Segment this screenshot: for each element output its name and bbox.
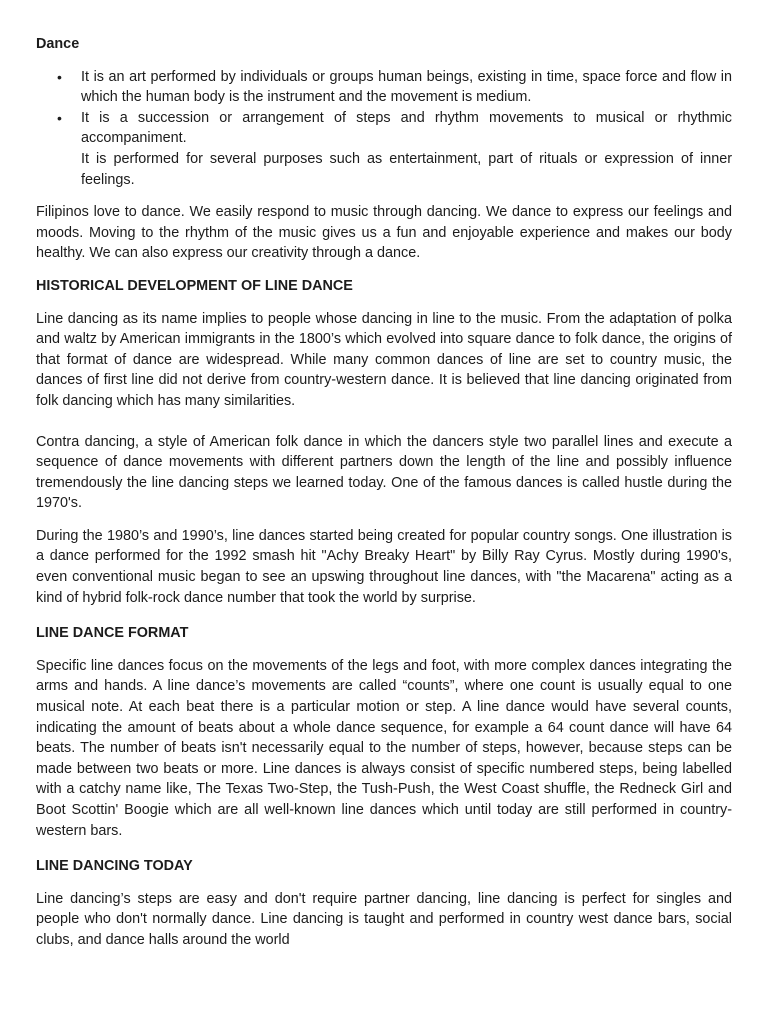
definition-list — [36, 67, 732, 191]
section-heading-history: HISTORICAL DEVELOPMENT OF LINE DANCE — [36, 277, 353, 294]
bullet-icon: • — [57, 109, 62, 126]
section-heading-format: LINE DANCE FORMAT — [36, 625, 189, 642]
definition-text: It is an art performed by individuals or groups human beings, existing in time, space force and flow in which the human body is the instrument and the movement is medium. — [81, 68, 732, 106]
definition-item — [36, 67, 732, 108]
history-paragraph: Line dancing as its name implies to people whose dancing in line to the music. From the adaptation of polka and waltz by American immigrants in the 1800’s which evolved into square dance to folk dance, the origins of that format of dance are widespread. While many common dances of line are set to country music, the dances of first line did not derive from country-western dance. It is believed that line dancing originated from folk dancing which has many similarities. — [36, 310, 732, 409]
history-paragraph: Contra dancing, a style of American folk dance in which the dancers style two parallel lines and execute a sequence of dance movements with different partners down the length of the line and possibly influence tremendously the line dancing steps we learned today. One of the famous dances is called hustle during the 1970's. — [36, 433, 732, 512]
bullet-icon: • — [57, 68, 62, 85]
definition-extra-text: It is performed for several purposes such as entertainment, part of rituals or expression of inner feelings. — [81, 150, 732, 188]
intro-paragraph: Filipinos love to dance. We easily respond to music through dancing. We dance to express our feelings and moods. Moving to the rhythm of the music gives us a fun and enjoyable experience and makes our body healthy. We can also express our creativity through a dance. — [36, 204, 732, 262]
definition-item — [36, 108, 732, 190]
format-paragraph: Specific line dances focus on the movements of the legs and foot, with more complex dances integrating the arms and hands. A line dance’s movements are called “counts”, where one count is usually equal to one musical note. At each beat there is a particular motion or step. A line dance would have several counts, indicating the amount of beats about a whole dance sequence, for example a 64 count dance will have 64 beats. The number of beats isn't necessarily equal to the number of steps, however, because steps can be made between two beats or more. Line dances is always consist of specific numbered steps, being labelled with a catchy name like, The Texas Two-Step, the Tush-Push, the West Coast shuffle, the Redneck Girl and Boot Scottin' Boogie which are all well-known line dances which until today are still performed in country-western bars. — [36, 657, 732, 839]
section-heading-today: LINE DANCING TODAY — [36, 858, 193, 875]
today-paragraph: Line dancing’s steps are easy and don't require partner dancing, line dancing is perfect for singles and people who don't normally dance. Line dancing is taught and performed in country west dance bars, social clubs, and dance halls around the world — [36, 890, 732, 948]
history-paragraph: During the 1980’s and 1990’s, line dances started being created for popular country songs. One illustration is a dance performed for the 1992 smash hit "Achy Breaky Heart" by Billy Ray Cyrus. Mostly during 1990's, even conventional music began to see an upswing throughout line dances, with "the Macarena" acting as a kind of hybrid folk-rock dance number that took the world by surprise. — [36, 527, 732, 606]
definition-text: It is a succession or arrangement of steps and rhythm movements to musical or rhythmic accompaniment. — [81, 109, 732, 147]
document-page — [36, 34, 732, 963]
document-title: Dance — [36, 36, 80, 52]
